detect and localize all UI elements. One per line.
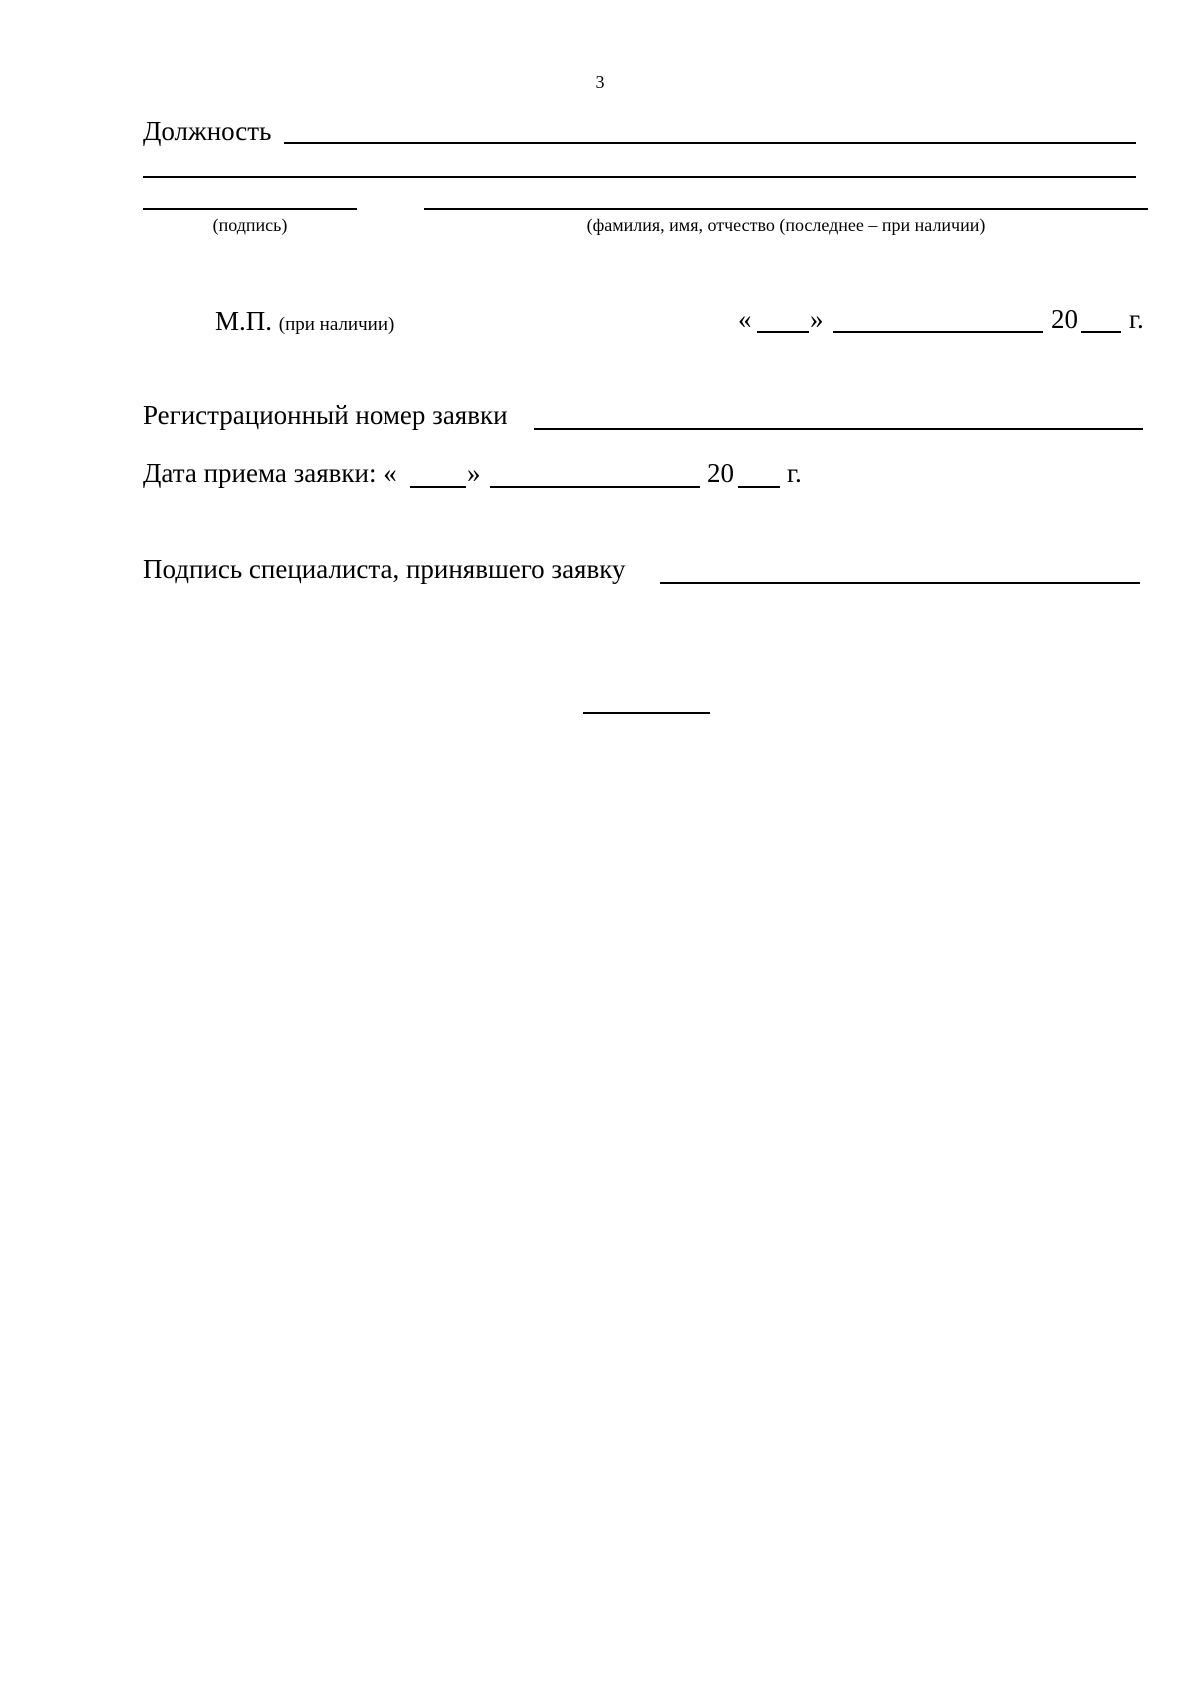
seal-label	[215, 308, 394, 335]
date-year-suffix: г.	[1129, 304, 1144, 334]
position-field[interactable]	[284, 142, 1136, 144]
acceptance-month-field[interactable]	[490, 486, 700, 488]
signature-caption: (подпись)	[212, 215, 288, 235]
signature-field[interactable]	[143, 208, 357, 210]
acceptance-year-suffix: г.	[787, 458, 802, 488]
seal-abbreviation: М.П.	[215, 306, 273, 336]
acceptance-close-quote: »	[467, 458, 481, 488]
acceptance-day-field[interactable]	[410, 486, 466, 488]
date-close-quote: »	[810, 304, 824, 334]
end-of-document-divider	[583, 712, 710, 714]
date-year-prefix: 20	[1051, 304, 1078, 334]
specialist-signature-label: Подпись специалиста, принявшего заявку	[143, 554, 626, 584]
acceptance-year-field[interactable]	[738, 486, 780, 488]
position-field-continuation[interactable]	[143, 176, 1136, 178]
specialist-signature-field[interactable]	[660, 582, 1140, 584]
date-year-field[interactable]	[1081, 331, 1121, 333]
date-month-field[interactable]	[833, 331, 1043, 333]
registration-label: Регистрационный номер заявки	[143, 400, 508, 430]
seal-note: (при наличии)	[278, 314, 395, 335]
full-name-caption: (фамилия, имя, отчество (последнее – при наличии)	[586, 215, 986, 235]
date-day-field[interactable]	[757, 331, 809, 333]
page-number: 3	[595, 72, 605, 92]
position-label: Должность	[143, 116, 272, 146]
registration-number-field[interactable]	[534, 428, 1143, 430]
acceptance-year-prefix: 20	[707, 458, 734, 488]
date-open-quote: «	[738, 304, 752, 334]
full-name-field[interactable]	[424, 208, 1148, 210]
acceptance-date-label: Дата приема заявки: «	[143, 458, 397, 488]
